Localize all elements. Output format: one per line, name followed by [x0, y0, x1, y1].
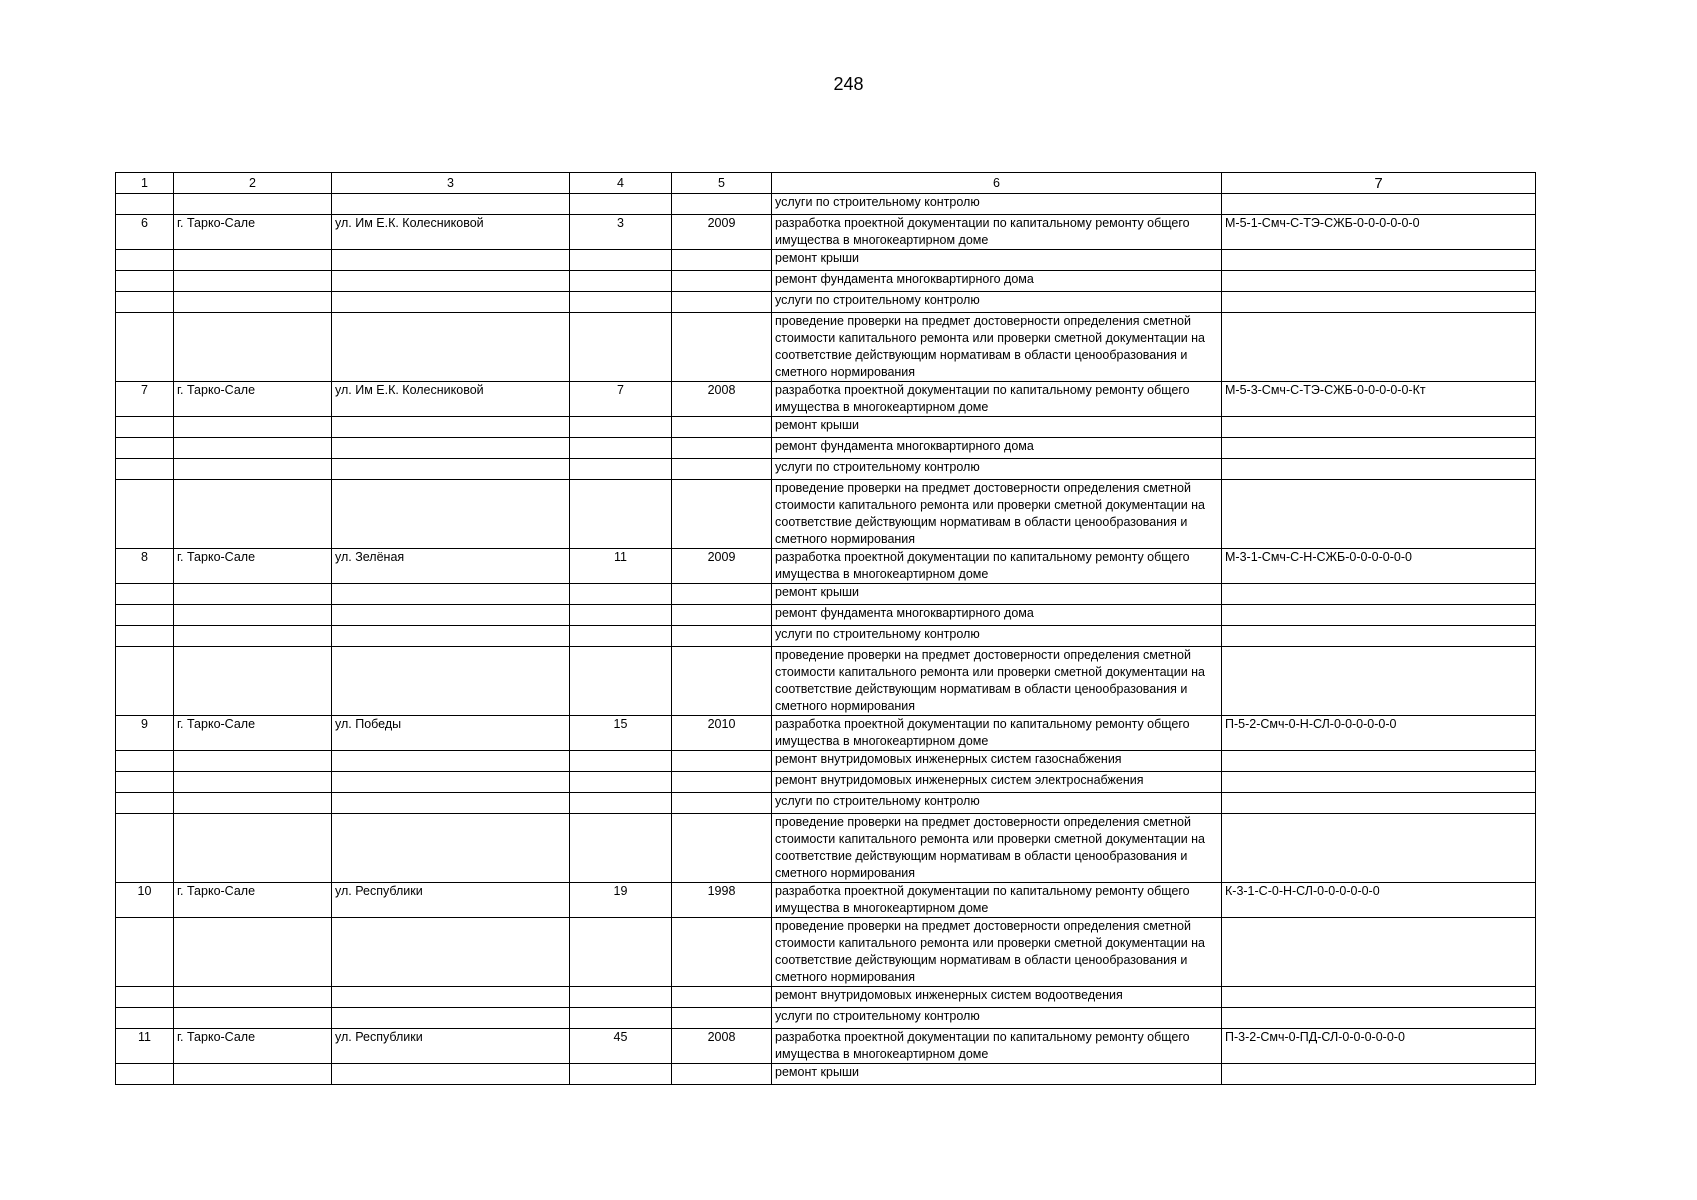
street-cell	[332, 751, 570, 772]
row-number-cell	[116, 313, 174, 382]
building-code-cell: П-5-2-Смч-0-Н-СЛ-0-0-0-0-0-0	[1222, 716, 1536, 751]
work-type-cell: проведение проверки на предмет достоверности определения сметной стоимости капитального ремонта или проверки сметной документации на соответствие действующим нормативам в области ценообразования и сметного нормирования	[772, 647, 1222, 716]
table-row	[116, 584, 1536, 605]
house-number-cell	[570, 438, 672, 459]
work-type-cell: услуги по строительному контролю	[772, 793, 1222, 814]
house-number-cell	[570, 751, 672, 772]
street-cell: ул. Им Е.К. Колесниковой	[332, 215, 570, 250]
year-cell	[672, 605, 772, 626]
street-cell	[332, 438, 570, 459]
table-row	[116, 647, 1536, 716]
city-cell	[174, 250, 332, 271]
work-type-cell: услуги по строительному контролю	[772, 292, 1222, 313]
city-cell	[174, 772, 332, 793]
city-cell	[174, 605, 332, 626]
year-cell: 2008	[672, 1029, 772, 1064]
work-type-cell: ремонт крыши	[772, 1064, 1222, 1085]
street-cell	[332, 987, 570, 1008]
row-number-cell	[116, 793, 174, 814]
street-cell	[332, 918, 570, 987]
house-number-cell	[570, 271, 672, 292]
table-row	[116, 772, 1536, 793]
city-cell: г. Тарко-Сале	[174, 1029, 332, 1064]
work-type-cell: проведение проверки на предмет достоверности определения сметной стоимости капитального ремонта или проверки сметной документации на соответствие действующим нормативам в области ценообразования и сметного нормирования	[772, 480, 1222, 549]
year-cell	[672, 647, 772, 716]
city-cell: г. Тарко-Сале	[174, 215, 332, 250]
house-number-cell: 3	[570, 215, 672, 250]
building-code-cell	[1222, 918, 1536, 987]
column-header: 2	[174, 173, 332, 194]
city-cell	[174, 584, 332, 605]
building-code-cell	[1222, 584, 1536, 605]
work-type-cell: ремонт внутридомовых инженерных систем электроснабжения	[772, 772, 1222, 793]
row-number-cell	[116, 271, 174, 292]
table-body	[116, 194, 1536, 1085]
street-cell	[332, 271, 570, 292]
row-number-cell	[116, 292, 174, 313]
year-cell	[672, 987, 772, 1008]
table-row	[116, 716, 1536, 751]
column-header: 1	[116, 173, 174, 194]
row-number-cell	[116, 647, 174, 716]
work-type-cell: ремонт внутридомовых инженерных систем водоотведения	[772, 987, 1222, 1008]
city-cell: г. Тарко-Сале	[174, 883, 332, 918]
house-number-cell	[570, 793, 672, 814]
year-cell: 2010	[672, 716, 772, 751]
street-cell	[332, 584, 570, 605]
building-code-cell	[1222, 292, 1536, 313]
street-cell	[332, 417, 570, 438]
street-cell	[332, 1064, 570, 1085]
house-number-cell	[570, 918, 672, 987]
building-code-cell	[1222, 194, 1536, 215]
work-type-cell: разработка проектной документации по капитальному ремонту общего имущества в многокеартирном доме	[772, 549, 1222, 584]
work-type-cell: проведение проверки на предмет достоверности определения сметной стоимости капитального ремонта или проверки сметной документации на соответствие действующим нормативам в области ценообразования и сметного нормирования	[772, 814, 1222, 883]
work-type-cell: услуги по строительному контролю	[772, 194, 1222, 215]
street-cell: ул. Зелёная	[332, 549, 570, 584]
year-cell	[672, 1064, 772, 1085]
work-type-cell: разработка проектной документации по капитальному ремонту общего имущества в многокеартирном доме	[772, 1029, 1222, 1064]
house-number-cell	[570, 626, 672, 647]
row-number-cell	[116, 584, 174, 605]
building-code-cell	[1222, 605, 1536, 626]
column-header: 6	[772, 173, 1222, 194]
building-code-cell	[1222, 647, 1536, 716]
work-type-cell: ремонт крыши	[772, 584, 1222, 605]
street-cell: ул. Им Е.К. Колесниковой	[332, 382, 570, 417]
house-number-cell	[570, 605, 672, 626]
table-row	[116, 751, 1536, 772]
work-type-cell: ремонт крыши	[772, 417, 1222, 438]
building-code-cell	[1222, 438, 1536, 459]
table-row	[116, 814, 1536, 883]
street-cell	[332, 459, 570, 480]
repair-program-table	[115, 172, 1536, 1085]
year-cell: 2009	[672, 549, 772, 584]
year-cell	[672, 626, 772, 647]
table-row	[116, 549, 1536, 584]
street-cell: ул. Республики	[332, 883, 570, 918]
city-cell	[174, 194, 332, 215]
row-number-cell: 7	[116, 382, 174, 417]
row-number-cell	[116, 250, 174, 271]
column-number-row	[116, 173, 1536, 194]
street-cell: ул. Победы	[332, 716, 570, 751]
work-type-cell: ремонт крыши	[772, 250, 1222, 271]
city-cell	[174, 459, 332, 480]
city-cell	[174, 1008, 332, 1029]
house-number-cell: 19	[570, 883, 672, 918]
work-type-cell: разработка проектной документации по капитальному ремонту общего имущества в многокеартирном доме	[772, 215, 1222, 250]
year-cell: 2008	[672, 382, 772, 417]
house-number-cell	[570, 313, 672, 382]
city-cell	[174, 438, 332, 459]
street-cell	[332, 1008, 570, 1029]
city-cell	[174, 292, 332, 313]
year-cell	[672, 1008, 772, 1029]
city-cell	[174, 918, 332, 987]
row-number-cell: 9	[116, 716, 174, 751]
city-cell	[174, 647, 332, 716]
street-cell	[332, 194, 570, 215]
house-number-cell	[570, 459, 672, 480]
column-header: 5	[672, 173, 772, 194]
building-code-cell	[1222, 313, 1536, 382]
work-type-cell: разработка проектной документации по капитальному ремонту общего имущества в многокеартирном доме	[772, 883, 1222, 918]
row-number-cell	[116, 459, 174, 480]
row-number-cell	[116, 626, 174, 647]
work-type-cell: услуги по строительному контролю	[772, 626, 1222, 647]
year-cell	[672, 313, 772, 382]
row-number-cell	[116, 605, 174, 626]
table-row	[116, 605, 1536, 626]
street-cell	[332, 250, 570, 271]
building-code-cell	[1222, 814, 1536, 883]
house-number-cell	[570, 1008, 672, 1029]
row-number-cell	[116, 1008, 174, 1029]
street-cell	[332, 313, 570, 382]
column-header: 7	[1222, 173, 1536, 194]
street-cell	[332, 793, 570, 814]
building-code-cell	[1222, 250, 1536, 271]
row-number-cell: 10	[116, 883, 174, 918]
city-cell	[174, 751, 332, 772]
building-code-cell: К-3-1-С-0-Н-СЛ-0-0-0-0-0-0	[1222, 883, 1536, 918]
table-row	[116, 1064, 1536, 1085]
building-code-cell	[1222, 751, 1536, 772]
house-number-cell	[570, 814, 672, 883]
row-number-cell: 8	[116, 549, 174, 584]
row-number-cell	[116, 814, 174, 883]
work-type-cell: ремонт фундамента многоквартирного дома	[772, 438, 1222, 459]
row-number-cell	[116, 772, 174, 793]
year-cell	[672, 438, 772, 459]
street-cell	[332, 292, 570, 313]
house-number-cell	[570, 250, 672, 271]
year-cell	[672, 194, 772, 215]
city-cell	[174, 793, 332, 814]
row-number-cell	[116, 918, 174, 987]
year-cell	[672, 250, 772, 271]
table-row	[116, 382, 1536, 417]
house-number-cell	[570, 772, 672, 793]
row-number-cell: 11	[116, 1029, 174, 1064]
house-number-cell	[570, 417, 672, 438]
building-code-cell: М-5-3-Смч-С-ТЭ-СЖБ-0-0-0-0-0-Кт	[1222, 382, 1536, 417]
table-row	[116, 793, 1536, 814]
year-cell	[672, 480, 772, 549]
work-type-cell: разработка проектной документации по капитальному ремонту общего имущества в многокеартирном доме	[772, 382, 1222, 417]
building-code-cell	[1222, 772, 1536, 793]
house-number-cell	[570, 194, 672, 215]
building-code-cell	[1222, 480, 1536, 549]
table-row	[116, 438, 1536, 459]
building-code-cell	[1222, 271, 1536, 292]
table-row	[116, 215, 1536, 250]
house-number-cell	[570, 647, 672, 716]
year-cell	[672, 793, 772, 814]
row-number-cell	[116, 987, 174, 1008]
house-number-cell: 11	[570, 549, 672, 584]
table-row	[116, 194, 1536, 215]
table-row	[116, 459, 1536, 480]
work-type-cell: ремонт фундамента многоквартирного дома	[772, 605, 1222, 626]
city-cell	[174, 1064, 332, 1085]
house-number-cell: 45	[570, 1029, 672, 1064]
year-cell	[672, 292, 772, 313]
table-row	[116, 313, 1536, 382]
building-code-cell	[1222, 1008, 1536, 1029]
house-number-cell	[570, 1064, 672, 1085]
street-cell	[332, 647, 570, 716]
street-cell: ул. Республики	[332, 1029, 570, 1064]
row-number-cell	[116, 751, 174, 772]
year-cell	[672, 918, 772, 987]
table-row	[116, 626, 1536, 647]
work-type-cell: проведение проверки на предмет достоверности определения сметной стоимости капитального ремонта или проверки сметной документации на соответствие действующим нормативам в области ценообразования и сметного нормирования	[772, 918, 1222, 987]
street-cell	[332, 605, 570, 626]
building-code-cell	[1222, 417, 1536, 438]
city-cell	[174, 313, 332, 382]
city-cell	[174, 417, 332, 438]
year-cell	[672, 814, 772, 883]
table-row	[116, 250, 1536, 271]
year-cell	[672, 271, 772, 292]
building-code-cell	[1222, 987, 1536, 1008]
house-number-cell	[570, 292, 672, 313]
city-cell	[174, 626, 332, 647]
row-number-cell	[116, 417, 174, 438]
work-type-cell: разработка проектной документации по капитальному ремонту общего имущества в многокеартирном доме	[772, 716, 1222, 751]
row-number-cell	[116, 1064, 174, 1085]
house-number-cell: 15	[570, 716, 672, 751]
table-row	[116, 480, 1536, 549]
house-number-cell	[570, 584, 672, 605]
work-type-cell: ремонт фундамента многоквартирного дома	[772, 271, 1222, 292]
table-row	[116, 292, 1536, 313]
street-cell	[332, 772, 570, 793]
work-type-cell: услуги по строительному контролю	[772, 1008, 1222, 1029]
building-code-cell: М-3-1-Смч-С-Н-СЖБ-0-0-0-0-0-0	[1222, 549, 1536, 584]
building-code-cell: М-5-1-Смч-С-ТЭ-СЖБ-0-0-0-0-0-0	[1222, 215, 1536, 250]
row-number-cell	[116, 480, 174, 549]
building-code-cell: П-3-2-Смч-0-ПД-СЛ-0-0-0-0-0-0	[1222, 1029, 1536, 1064]
row-number-cell	[116, 438, 174, 459]
table-row	[116, 1008, 1536, 1029]
street-cell	[332, 626, 570, 647]
work-type-cell: проведение проверки на предмет достоверности определения сметной стоимости капитального ремонта или проверки сметной документации на соответствие действующим нормативам в области ценообразования и сметного нормирования	[772, 313, 1222, 382]
year-cell	[672, 751, 772, 772]
year-cell	[672, 459, 772, 480]
city-cell	[174, 814, 332, 883]
city-cell: г. Тарко-Сале	[174, 549, 332, 584]
table-row	[116, 883, 1536, 918]
year-cell	[672, 417, 772, 438]
column-header: 4	[570, 173, 672, 194]
building-code-cell	[1222, 793, 1536, 814]
city-cell	[174, 271, 332, 292]
table-row	[116, 271, 1536, 292]
building-code-cell	[1222, 1064, 1536, 1085]
street-cell	[332, 480, 570, 549]
city-cell: г. Тарко-Сале	[174, 382, 332, 417]
house-number-cell	[570, 987, 672, 1008]
building-code-cell	[1222, 459, 1536, 480]
table-row	[116, 417, 1536, 438]
table-row	[116, 918, 1536, 987]
house-number-cell	[570, 480, 672, 549]
street-cell	[332, 814, 570, 883]
page-number: 248	[833, 74, 864, 94]
work-type-cell: ремонт внутридомовых инженерных систем газоснабжения	[772, 751, 1222, 772]
year-cell	[672, 772, 772, 793]
house-number-cell: 7	[570, 382, 672, 417]
city-cell	[174, 987, 332, 1008]
city-cell	[174, 480, 332, 549]
table-row	[116, 987, 1536, 1008]
table-row	[116, 1029, 1536, 1064]
city-cell: г. Тарко-Сале	[174, 716, 332, 751]
column-header: 3	[332, 173, 570, 194]
row-number-cell: 6	[116, 215, 174, 250]
year-cell: 1998	[672, 883, 772, 918]
building-code-cell	[1222, 626, 1536, 647]
year-cell	[672, 584, 772, 605]
year-cell: 2009	[672, 215, 772, 250]
work-type-cell: услуги по строительному контролю	[772, 459, 1222, 480]
row-number-cell	[116, 194, 174, 215]
